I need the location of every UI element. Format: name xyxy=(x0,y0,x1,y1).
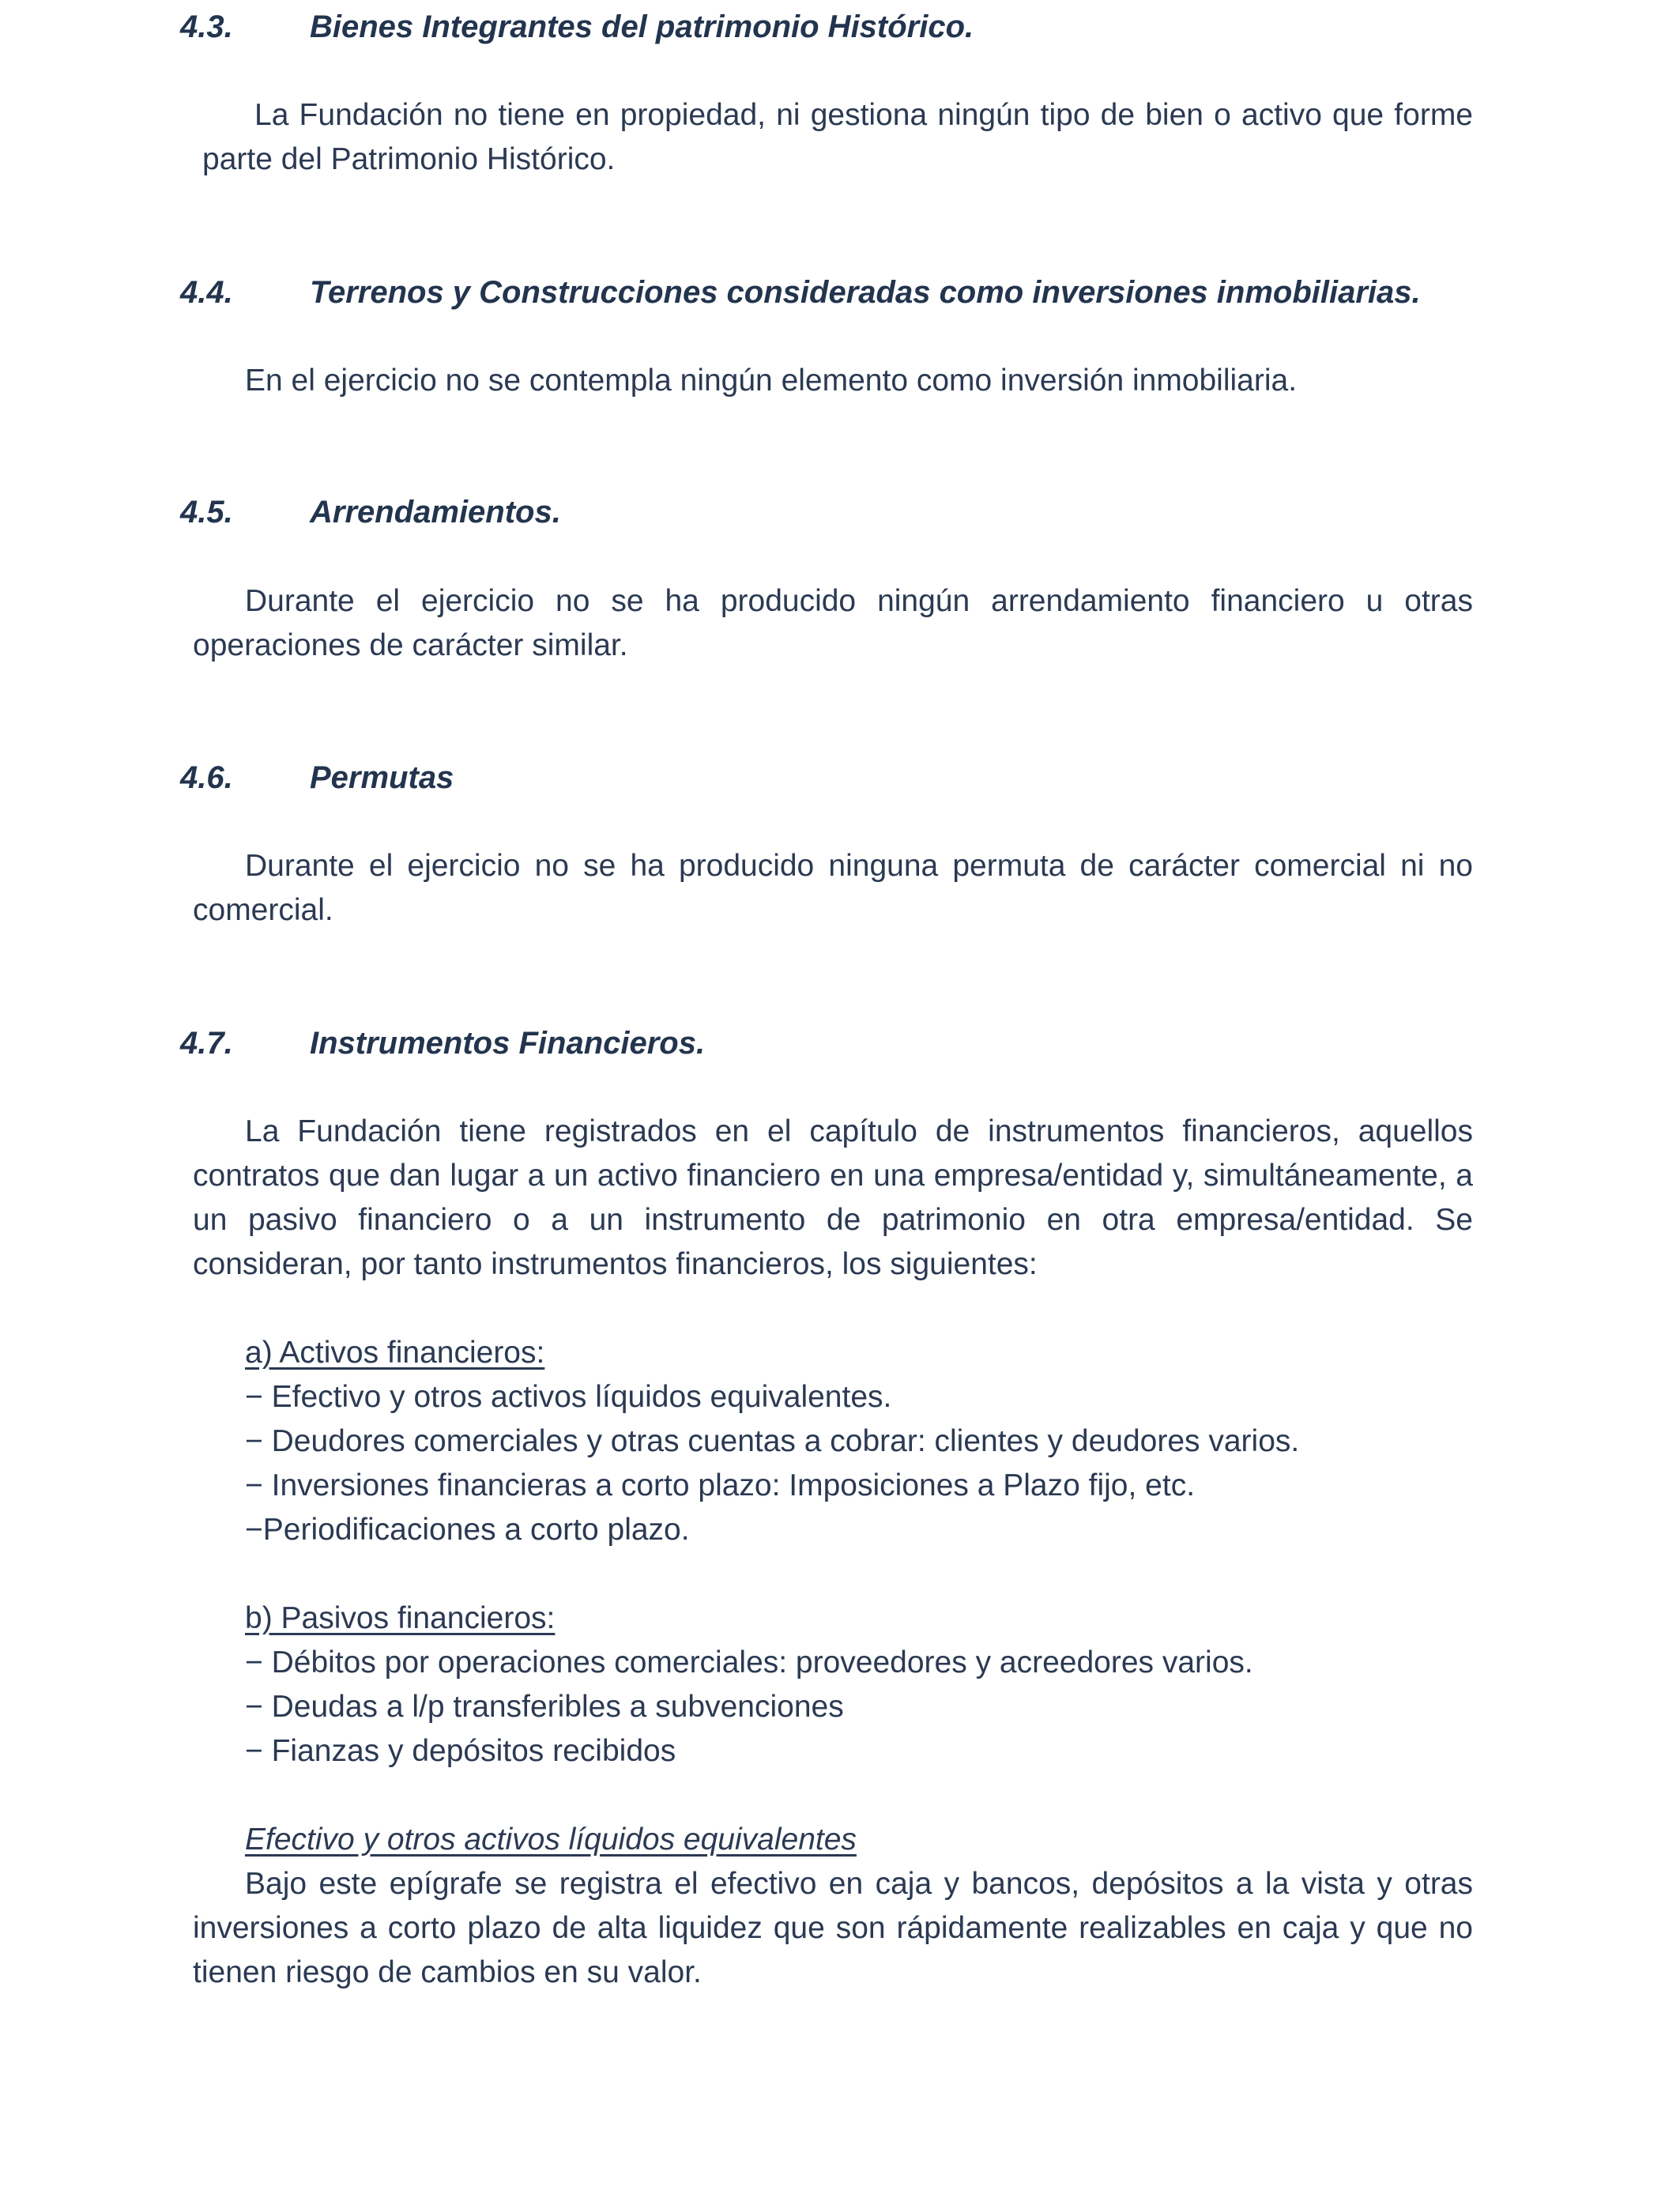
section-heading xyxy=(180,1021,705,1065)
section-body-text: Durante el ejercicio no se ha producido ninguna permuta de carácter comercial ni no comercial. xyxy=(193,849,1473,927)
list-item: − Efectivo y otros activos líquidos equivalentes. xyxy=(245,1380,892,1414)
section-body-text: La Fundación no tiene en propiedad, ni gestiona ningún tipo de bien o activo que forme parte del Patrimonio Histórico. xyxy=(202,98,1473,176)
section-number: 4.6. xyxy=(180,760,233,795)
pasivos-heading: b) Pasivos financieros: xyxy=(245,1601,556,1635)
section-title: Permutas xyxy=(310,760,454,795)
list-item: −Periodificaciones a corto plazo. xyxy=(245,1513,690,1547)
efectivo-heading: Efectivo y otros activos líquidos equivalentes xyxy=(245,1823,857,1857)
activos-list xyxy=(245,1331,1509,1552)
section-heading xyxy=(180,490,561,534)
section-body xyxy=(193,579,1473,668)
section-body xyxy=(193,844,1473,933)
section-body-text: Durante el ejercicio no se ha producido ningún arrendamiento financiero u otras operaciones de carácter similar. xyxy=(193,584,1473,662)
section-body-text: En el ejercicio no se contempla ningún elemento como inversión inmobiliaria. xyxy=(245,364,1298,398)
pasivos-list xyxy=(245,1596,1509,1774)
efectivo-heading-block xyxy=(245,1818,1509,1862)
section-body-text: La Fundación tiene registrados en el capítulo de instrumentos financieros, aquellos contratos que dan lugar a un activo financiero en una empresa/entidad y, simultáneamente, a un pasivo financiero o a un instrumento de patrimonio en otra empresa/entidad. Se consideran, por tanto instrumentos financieros, los siguientes: xyxy=(193,1114,1473,1281)
section-heading xyxy=(180,5,974,49)
list-item: − Deudores comerciales y otras cuentas a cobrar: clientes y deudores varios. xyxy=(245,1424,1300,1458)
section-number: 4.5. xyxy=(180,495,233,530)
section-title: Instrumentos Financieros. xyxy=(310,1026,706,1061)
section-number: 4.7. xyxy=(180,1026,233,1061)
efectivo-body xyxy=(193,1862,1473,1995)
section-title: Arrendamientos. xyxy=(310,495,561,530)
section-body xyxy=(193,359,1473,403)
list-item: − Inversiones financieras a corto plazo: Imposiciones a Plazo fijo, etc. xyxy=(245,1468,1196,1502)
section-heading xyxy=(180,756,454,800)
section-heading xyxy=(180,270,1421,315)
section-body xyxy=(202,93,1473,182)
section-title: Terrenos y Construcciones consideradas como inversiones inmobiliarias. xyxy=(310,275,1421,310)
section-title: Bienes Integrantes del patrimonio Histórico. xyxy=(310,9,974,44)
section-body xyxy=(193,1110,1473,1287)
section-number: 4.3. xyxy=(180,9,233,44)
efectivo-body-text: Bajo este epígrafe se registra el efectivo en caja y bancos, depósitos a la vista y otras inversiones a corto plazo de alta liquidez que son rápidamente realizables en caja y que no tienen riesgo de cambios en su valor. xyxy=(193,1867,1473,1989)
activos-heading: a) Activos financieros: xyxy=(245,1336,545,1370)
list-item: − Débitos por operaciones comerciales: proveedores y acreedores varios. xyxy=(245,1646,1253,1679)
section-number: 4.4. xyxy=(180,275,233,310)
list-item: − Deudas a l/p transferibles a subvenciones xyxy=(245,1690,844,1724)
list-item: − Fianzas y depósitos recibidos xyxy=(245,1734,676,1768)
